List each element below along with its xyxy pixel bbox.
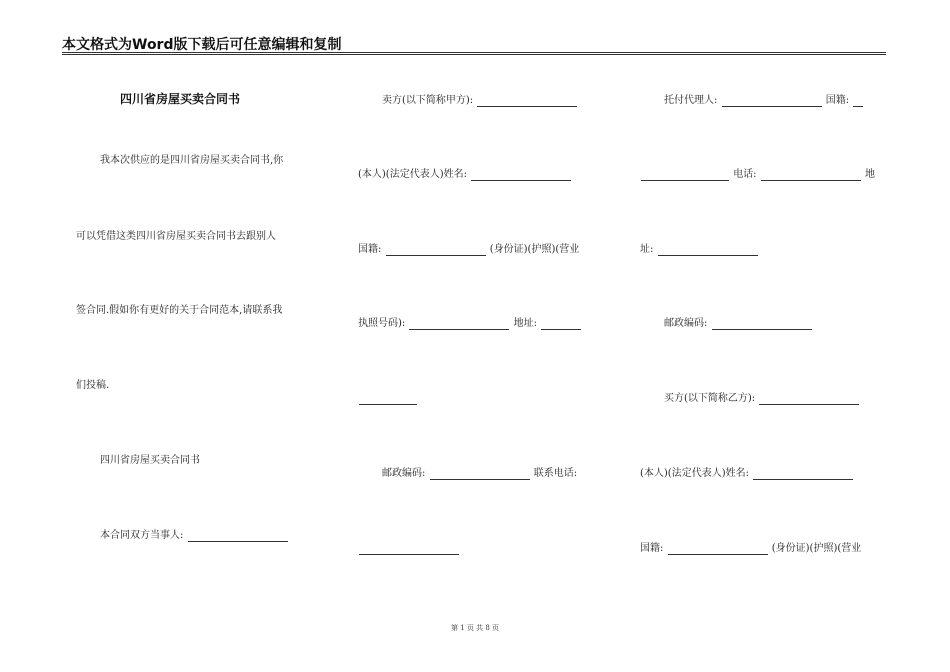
seller-postal-label: 邮政编码:	[382, 468, 426, 479]
seller-line	[382, 95, 578, 107]
buyer-nationality-label: 国籍:	[640, 543, 664, 554]
buyer-name-line	[640, 468, 854, 480]
agent-line	[664, 95, 864, 107]
seller-license-line	[358, 318, 582, 330]
agent-nationality-label: 国籍:	[825, 95, 850, 106]
agent-address-end: 址:	[640, 244, 654, 255]
agent-postal-line	[664, 318, 813, 330]
agent-nationality-blank	[853, 95, 863, 107]
document-header: 本文格式为Word版下载后可任意编辑和复制	[62, 37, 342, 53]
seller-phone-blank	[359, 543, 459, 555]
seller-license-blank	[409, 318, 509, 330]
parties-blank	[188, 530, 288, 542]
seller-label: 卖方(以下简称甲方):	[382, 95, 474, 106]
seller-phone-continuation	[358, 543, 460, 555]
agent-address-blank	[658, 244, 758, 256]
seller-nationality-label: 国籍:	[358, 244, 382, 255]
seller-blank	[477, 95, 577, 107]
intro-line-4: 们投稿.	[76, 380, 110, 391]
seller-id-label: (身份证)(护照)(营业	[489, 244, 580, 255]
agent-label: 托付代理人:	[664, 95, 718, 106]
seller-address-label: 地址:	[513, 318, 538, 329]
seller-address-continuation	[358, 393, 418, 405]
seller-name-line	[358, 169, 572, 181]
seller-name-blank	[471, 169, 571, 181]
seller-address-blank-2	[359, 393, 417, 405]
page-footer: 第 1 页 共 8 页	[450, 624, 500, 632]
buyer-label: 买方(以下简称乙方):	[664, 393, 756, 404]
seller-phone-label: 联系电话:	[533, 468, 578, 479]
seller-license-label: 执照号码):	[358, 318, 406, 329]
agent-nationality-blank-2	[641, 169, 729, 181]
seller-postal-blank	[430, 468, 530, 480]
agent-address-start: 地	[864, 169, 875, 180]
agent-blank	[722, 95, 822, 107]
contract-subtitle: 四川省房屋买卖合同书	[100, 455, 200, 466]
parties-line	[100, 530, 289, 542]
parties-label: 本合同双方当事人:	[100, 530, 184, 541]
buyer-name-label: (本人)(法定代表人)姓名:	[640, 468, 749, 479]
seller-name-label: (本人)(法定代表人)姓名:	[358, 169, 467, 180]
seller-nationality-blank	[386, 244, 486, 256]
header-rule-top	[62, 52, 886, 53]
buyer-nationality-line	[640, 543, 861, 555]
intro-line-2: 可以凭借这类四川省房屋买卖合同书去跟别人	[76, 231, 276, 242]
agent-postal-label: 邮政编码:	[664, 318, 708, 329]
buyer-name-blank	[753, 468, 853, 480]
seller-postal-line	[382, 468, 577, 480]
agent-phone-blank	[761, 169, 861, 181]
intro-line-3: 签合同.假如你有更好的关于合同范本,请联系我	[76, 305, 283, 316]
agent-phone-label: 电话:	[733, 169, 757, 180]
intro-line-1: 我本次供应的是四川省房屋买卖合同书,你	[100, 155, 284, 166]
seller-address-blank	[541, 318, 581, 330]
buyer-id-label: (身份证)(护照)(营业	[771, 543, 862, 554]
buyer-line	[664, 393, 860, 405]
buyer-blank	[759, 393, 859, 405]
seller-nationality-line	[358, 244, 579, 256]
header-rule-bottom	[62, 54, 886, 55]
agent-postal-blank	[712, 318, 812, 330]
agent-address-line	[640, 244, 759, 256]
buyer-nationality-blank	[668, 543, 768, 555]
document-title: 四川省房屋买卖合同书	[120, 92, 241, 106]
agent-phone-line	[640, 169, 875, 181]
